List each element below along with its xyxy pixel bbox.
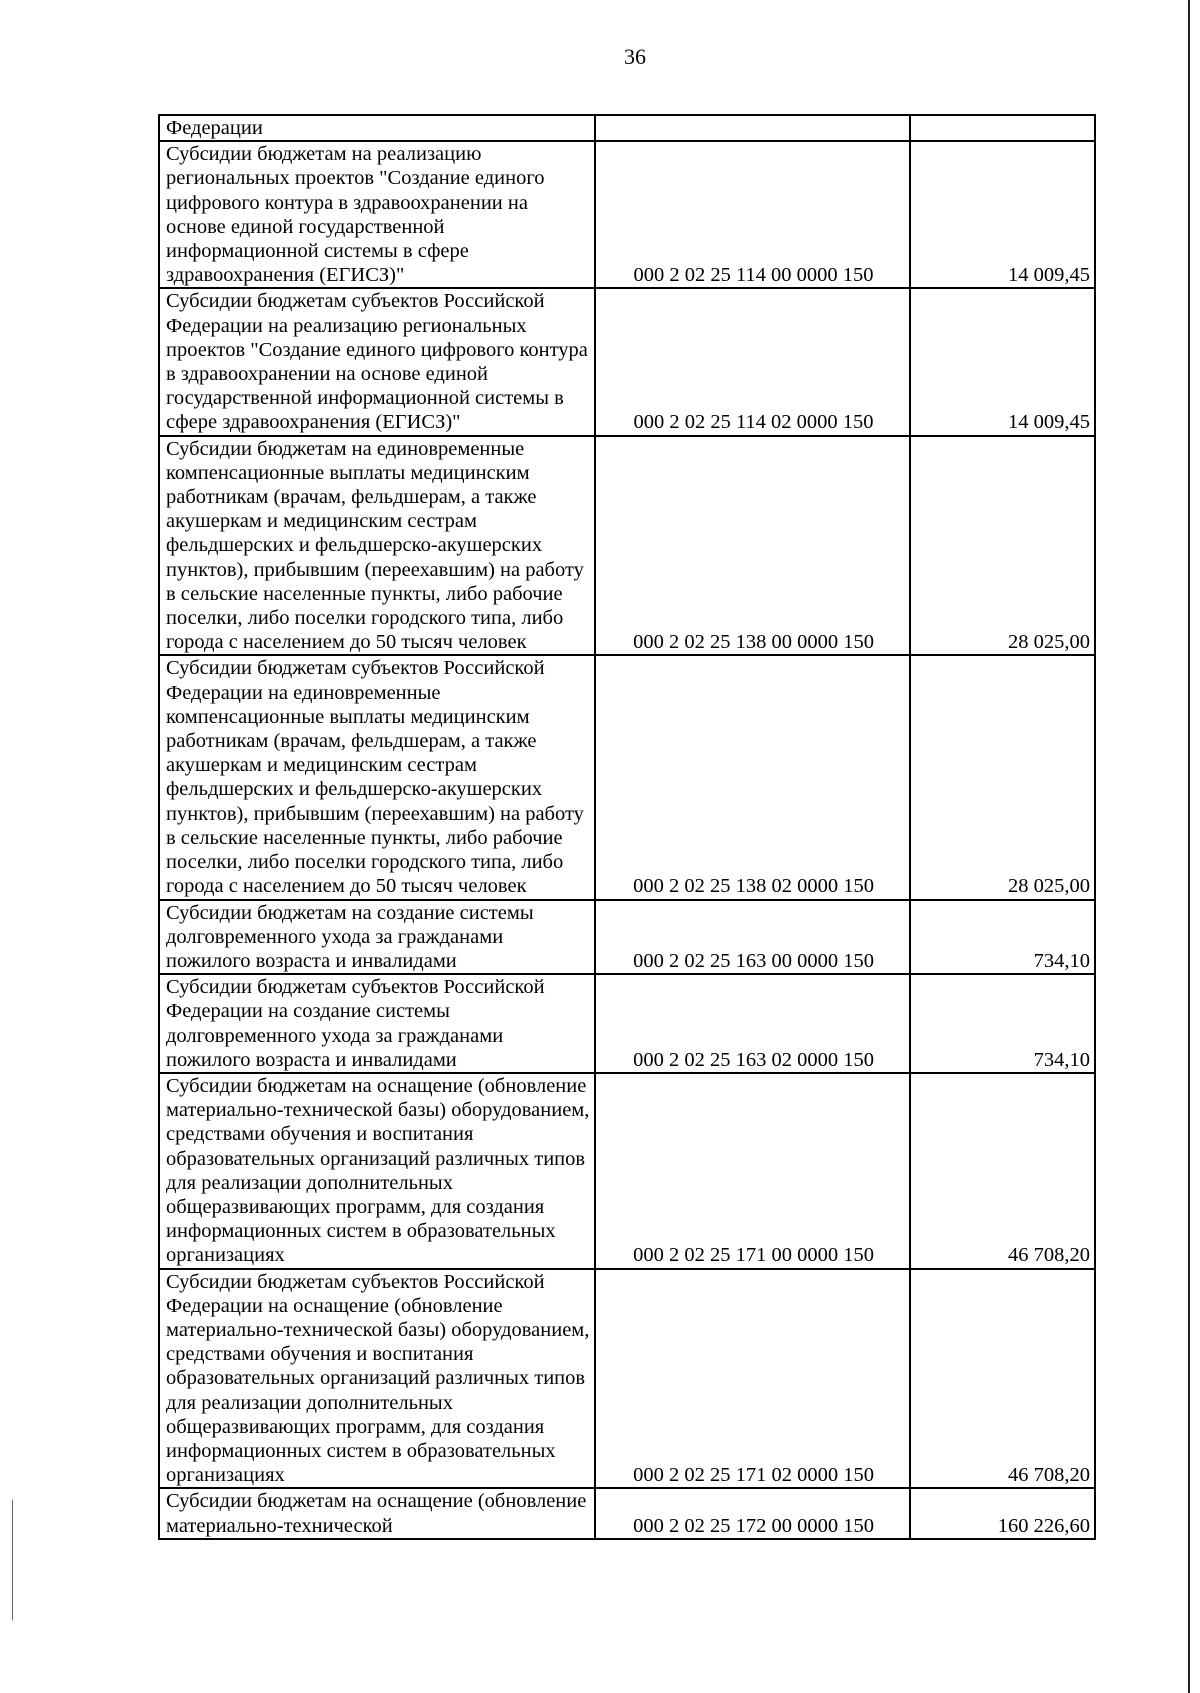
row-amount: 46 708,20 [910, 1269, 1095, 1489]
row-amount: 28 025,00 [910, 436, 1095, 656]
row-code: 000 2 02 25 171 02 0000 150 [595, 1269, 910, 1489]
table-row [159, 1269, 1095, 1489]
row-name: Субсидии бюджетам на оснащение (обновление материально-технической базы) оборудованием, средствами обучения и воспитания образовательных организаций различных типов для реализации дополнительных общеразвивающих программ, для создания информационных систем в образовательных организациях [159, 1073, 595, 1269]
budget-table [158, 114, 1096, 1540]
row-amount: 28 025,00 [910, 655, 1095, 899]
row-code: 000 2 02 25 163 02 0000 150 [595, 974, 910, 1073]
row-name: Субсидии бюджетам субъектов Российской Федерации на оснащение (обновление материально-технической базы) оборудованием, средствами обучения и воспитания образовательных организаций различных типов для реализации дополнительных общеразвивающих программ, для создания информационных систем в образовательных организациях [159, 1269, 595, 1489]
table-row [159, 141, 1095, 288]
row-amount: 46 708,20 [910, 1073, 1095, 1269]
row-name: Субсидии бюджетам на реализацию региональных проектов "Создание единого цифрового контура в здравоохранении на основе единой государственной информационной системы в сфере здравоохранения (ЕГИСЗ)" [159, 141, 595, 288]
row-code: 000 2 02 25 138 00 0000 150 [595, 436, 910, 656]
table-row [159, 288, 1095, 435]
table-row [159, 1073, 1095, 1269]
row-name: Субсидии бюджетам субъектов Российской Федерации на создание системы долговременного ухода за гражданами пожилого возраста и инвалидами [159, 974, 595, 1073]
row-code: 000 2 02 25 172 00 0000 150 [595, 1488, 910, 1538]
row-amount [910, 115, 1095, 141]
row-amount: 160 226,60 [910, 1488, 1095, 1538]
row-code: 000 2 02 25 114 00 0000 150 [595, 141, 910, 288]
row-code: 000 2 02 25 114 02 0000 150 [595, 288, 910, 435]
row-code: 000 2 02 25 163 00 0000 150 [595, 900, 910, 975]
row-amount: 734,10 [910, 900, 1095, 975]
row-name: Субсидии бюджетам на создание системы долговременного ухода за гражданами пожилого возраста и инвалидами [159, 900, 595, 975]
table-row [159, 974, 1095, 1073]
scan-edge-line [1188, 0, 1190, 1693]
table-row [159, 115, 1095, 141]
row-name: Субсидии бюджетам на единовременные компенсационные выплаты медицинским работникам (врачам, фельдшерам, а также акушеркам и медицинским сестрам фельдшерских и фельдшерско-акушерских пунктов), прибывшим (переехавшим) на работу в сельские населенные пункты, либо рабочие поселки, либо поселки городского типа, либо города с населением до 50 тысяч человек [159, 436, 595, 656]
table-row [159, 655, 1095, 899]
row-amount: 14 009,45 [910, 141, 1095, 288]
page-number: 36 [624, 44, 646, 69]
row-amount: 734,10 [910, 974, 1095, 1073]
row-amount: 14 009,45 [910, 288, 1095, 435]
table-row [159, 436, 1095, 656]
table-row [159, 900, 1095, 975]
row-code: 000 2 02 25 171 00 0000 150 [595, 1073, 910, 1269]
table-row [159, 1488, 1095, 1538]
row-name: Субсидии бюджетам субъектов Российской Федерации на реализацию региональных проектов "Создание единого цифрового контура в здравоохранении на основе единой государственной информационной системы в сфере здравоохранения (ЕГИСЗ)" [159, 288, 595, 435]
row-name: Субсидии бюджетам на оснащение (обновление материально-технической [159, 1488, 595, 1538]
row-code [595, 115, 910, 141]
row-code: 000 2 02 25 138 02 0000 150 [595, 655, 910, 899]
row-name: Субсидии бюджетам субъектов Российской Федерации на единовременные компенсационные выплаты медицинским работникам (врачам, фельдшерам, а также акушеркам и медицинским сестрам фельдшерских и фельдшерско-акушерских пунктов), прибывшим (переехавшим) на работу в сельские населенные пункты, либо рабочие поселки, либо поселки городского типа, либо города с населением до 50 тысяч человек [159, 655, 595, 899]
row-name: Федерации [159, 115, 595, 141]
scan-edge-mark [12, 1500, 13, 1620]
